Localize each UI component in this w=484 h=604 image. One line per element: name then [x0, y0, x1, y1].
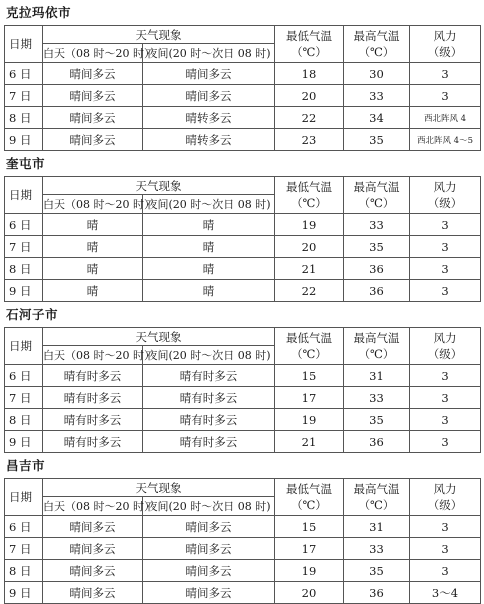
wind-cell: 3	[410, 63, 481, 85]
min-temp-cell: 22	[275, 280, 344, 302]
day-weather-cell: 晴	[43, 258, 143, 280]
min-temp-header-unit: （℃）	[291, 45, 327, 59]
night-weather-cell: 晴间多云	[143, 63, 275, 85]
table-row	[5, 107, 481, 129]
max-temp-header-unit: （℃）	[358, 498, 395, 512]
min-temp-cell: 15	[275, 516, 344, 538]
day-weather-cell: 晴间多云	[43, 538, 143, 560]
table-row	[5, 431, 481, 453]
min-temp-header-label: 最低气温	[286, 180, 332, 194]
forecast-table	[4, 327, 481, 453]
night-header: 夜间(20 时～次日 08 时)	[143, 44, 275, 63]
date-cell: 9 日	[5, 129, 43, 151]
table-row	[5, 516, 481, 538]
max-temp-cell: 36	[344, 582, 410, 604]
date-cell: 6 日	[5, 214, 43, 236]
min-temp-header-label: 最低气温	[286, 29, 332, 43]
table-row	[5, 409, 481, 431]
date-cell: 8 日	[5, 107, 43, 129]
night-weather-cell: 晴有时多云	[143, 365, 275, 387]
max-temp-header-unit: （℃）	[358, 347, 395, 361]
wind-cell: 3	[410, 280, 481, 302]
date-cell: 9 日	[5, 280, 43, 302]
wind-cell: 3	[410, 85, 481, 107]
max-temp-cell: 36	[344, 258, 410, 280]
phenomenon-header: 天气现象	[43, 177, 275, 195]
date-cell: 7 日	[5, 85, 43, 107]
min-temp-cell: 22	[275, 107, 344, 129]
table-header-row	[5, 177, 481, 195]
wind-header	[410, 328, 481, 365]
day-weather-cell: 晴间多云	[43, 129, 143, 151]
night-weather-cell: 晴	[143, 280, 275, 302]
min-temp-cell: 21	[275, 431, 344, 453]
table-row	[5, 85, 481, 107]
wind-cell: 3	[410, 516, 481, 538]
wind-cell: 3	[410, 214, 481, 236]
wind-header-unit: （级）	[427, 347, 463, 361]
night-header: 夜间(20 时～次日 08 时)	[143, 195, 275, 214]
min-temp-header-label: 最低气温	[286, 331, 332, 345]
city-block-3	[4, 453, 481, 604]
day-header: 白天（08 时～20 时）	[43, 497, 143, 516]
wind-header-unit: （级）	[427, 196, 463, 210]
max-temp-header	[344, 328, 410, 365]
max-temp-cell: 33	[344, 387, 410, 409]
max-temp-header-label: 最高气温	[353, 180, 400, 194]
night-weather-cell: 晴有时多云	[143, 431, 275, 453]
city-block-1	[4, 151, 481, 302]
max-temp-cell: 36	[344, 431, 410, 453]
min-temp-cell: 15	[275, 365, 344, 387]
table-header-row	[5, 328, 481, 346]
max-temp-header-label: 最高气温	[353, 482, 400, 496]
wind-cell: 3	[410, 409, 481, 431]
date-column-header: 日期	[5, 328, 43, 365]
day-weather-cell: 晴有时多云	[43, 365, 143, 387]
table-row	[5, 63, 481, 85]
city-block-2	[4, 302, 481, 453]
city-block-0	[4, 0, 481, 151]
wind-cell: 西北阵风 4～5	[410, 129, 481, 151]
day-weather-cell: 晴间多云	[43, 516, 143, 538]
day-weather-cell: 晴间多云	[43, 582, 143, 604]
min-temp-header	[275, 177, 344, 214]
max-temp-header-label: 最高气温	[353, 29, 400, 43]
max-temp-cell: 36	[344, 280, 410, 302]
min-temp-header	[275, 26, 344, 63]
wind-cell: 3	[410, 258, 481, 280]
date-cell: 7 日	[5, 538, 43, 560]
max-temp-header	[344, 479, 410, 516]
max-temp-header-unit: （℃）	[358, 45, 395, 59]
max-temp-cell: 30	[344, 63, 410, 85]
min-temp-cell: 18	[275, 63, 344, 85]
wind-cell: 3	[410, 560, 481, 582]
table-row	[5, 538, 481, 560]
day-weather-cell: 晴间多云	[43, 63, 143, 85]
table-header-row	[5, 26, 481, 44]
max-temp-cell: 33	[344, 214, 410, 236]
day-weather-cell: 晴间多云	[43, 85, 143, 107]
night-weather-cell: 晴转多云	[143, 107, 275, 129]
city-title: 克拉玛依市	[6, 5, 72, 20]
phenomenon-header: 天气现象	[43, 26, 275, 44]
date-cell: 8 日	[5, 560, 43, 582]
min-temp-header	[275, 479, 344, 516]
day-header: 白天（08 时～20 时）	[43, 195, 143, 214]
date-cell: 7 日	[5, 236, 43, 258]
table-header-row	[5, 479, 481, 497]
date-column-header: 日期	[5, 479, 43, 516]
night-weather-cell: 晴有时多云	[143, 409, 275, 431]
day-weather-cell: 晴有时多云	[43, 431, 143, 453]
night-weather-cell: 晴	[143, 214, 275, 236]
wind-cell: 3	[410, 431, 481, 453]
city-title: 昌吉市	[6, 458, 46, 473]
max-temp-header-unit: （℃）	[358, 196, 395, 210]
day-weather-cell: 晴有时多云	[43, 409, 143, 431]
min-temp-cell: 20	[275, 582, 344, 604]
date-cell: 8 日	[5, 409, 43, 431]
day-weather-cell: 晴间多云	[43, 560, 143, 582]
forecast-table	[4, 176, 481, 302]
day-weather-cell: 晴有时多云	[43, 387, 143, 409]
wind-cell: 西北阵风 4	[410, 107, 481, 129]
min-temp-cell: 19	[275, 560, 344, 582]
max-temp-cell: 31	[344, 365, 410, 387]
night-weather-cell: 晴间多云	[143, 85, 275, 107]
wind-header	[410, 479, 481, 516]
max-temp-cell: 34	[344, 107, 410, 129]
min-temp-cell: 19	[275, 214, 344, 236]
night-weather-cell: 晴	[143, 258, 275, 280]
wind-header	[410, 26, 481, 63]
day-weather-cell: 晴间多云	[43, 107, 143, 129]
max-temp-cell: 35	[344, 560, 410, 582]
date-column-header: 日期	[5, 26, 43, 63]
wind-cell: 3	[410, 387, 481, 409]
wind-cell: 3～4	[410, 582, 481, 604]
min-temp-header	[275, 328, 344, 365]
max-temp-cell: 31	[344, 516, 410, 538]
max-temp-cell: 33	[344, 538, 410, 560]
phenomenon-header: 天气现象	[43, 328, 275, 346]
table-row	[5, 365, 481, 387]
table-row	[5, 129, 481, 151]
wind-cell: 3	[410, 236, 481, 258]
day-weather-cell: 晴	[43, 280, 143, 302]
date-column-header: 日期	[5, 177, 43, 214]
night-weather-cell: 晴间多云	[143, 538, 275, 560]
wind-header	[410, 177, 481, 214]
wind-header-label: 风力	[433, 180, 457, 194]
min-temp-cell: 19	[275, 409, 344, 431]
forecast-table	[4, 478, 481, 604]
max-temp-cell: 35	[344, 129, 410, 151]
wind-header-label: 风力	[433, 29, 457, 43]
wind-cell: 3	[410, 538, 481, 560]
min-temp-cell: 20	[275, 236, 344, 258]
min-temp-cell: 17	[275, 387, 344, 409]
city-title: 奎屯市	[6, 156, 46, 171]
table-row	[5, 214, 481, 236]
wind-header-unit: （级）	[427, 498, 463, 512]
min-temp-header-unit: （℃）	[291, 498, 327, 512]
min-temp-header-unit: （℃）	[291, 347, 327, 361]
min-temp-cell: 20	[275, 85, 344, 107]
day-weather-cell: 晴	[43, 214, 143, 236]
table-row	[5, 236, 481, 258]
phenomenon-header: 天气现象	[43, 479, 275, 497]
max-temp-cell: 35	[344, 236, 410, 258]
max-temp-header	[344, 177, 410, 214]
min-temp-header-label: 最低气温	[286, 482, 332, 496]
max-temp-header	[344, 26, 410, 63]
night-weather-cell: 晴间多云	[143, 582, 275, 604]
date-cell: 9 日	[5, 431, 43, 453]
table-row	[5, 387, 481, 409]
min-temp-cell: 21	[275, 258, 344, 280]
night-weather-cell: 晴间多云	[143, 560, 275, 582]
city-title: 石河子市	[6, 307, 59, 322]
day-weather-cell: 晴	[43, 236, 143, 258]
date-cell: 6 日	[5, 63, 43, 85]
night-weather-cell: 晴间多云	[143, 516, 275, 538]
date-cell: 8 日	[5, 258, 43, 280]
min-temp-cell: 23	[275, 129, 344, 151]
table-row	[5, 560, 481, 582]
date-cell: 6 日	[5, 365, 43, 387]
date-cell: 6 日	[5, 516, 43, 538]
wind-header-unit: （级）	[427, 45, 463, 59]
min-temp-cell: 17	[275, 538, 344, 560]
table-row	[5, 280, 481, 302]
night-header: 夜间(20 时～次日 08 时)	[143, 497, 275, 516]
day-header: 白天（08 时～20 时）	[43, 44, 143, 63]
day-header: 白天（08 时～20 时）	[43, 346, 143, 365]
night-weather-cell: 晴转多云	[143, 129, 275, 151]
min-temp-header-unit: （℃）	[291, 196, 327, 210]
wind-header-label: 风力	[433, 331, 457, 345]
table-row	[5, 258, 481, 280]
max-temp-cell: 35	[344, 409, 410, 431]
wind-header-label: 风力	[433, 482, 457, 496]
wind-cell: 3	[410, 365, 481, 387]
forecast-table	[4, 25, 481, 151]
max-temp-header-label: 最高气温	[353, 331, 400, 345]
date-cell: 7 日	[5, 387, 43, 409]
night-header: 夜间(20 时～次日 08 时)	[143, 346, 275, 365]
night-weather-cell: 晴	[143, 236, 275, 258]
date-cell: 9 日	[5, 582, 43, 604]
night-weather-cell: 晴有时多云	[143, 387, 275, 409]
max-temp-cell: 33	[344, 85, 410, 107]
table-row	[5, 582, 481, 604]
